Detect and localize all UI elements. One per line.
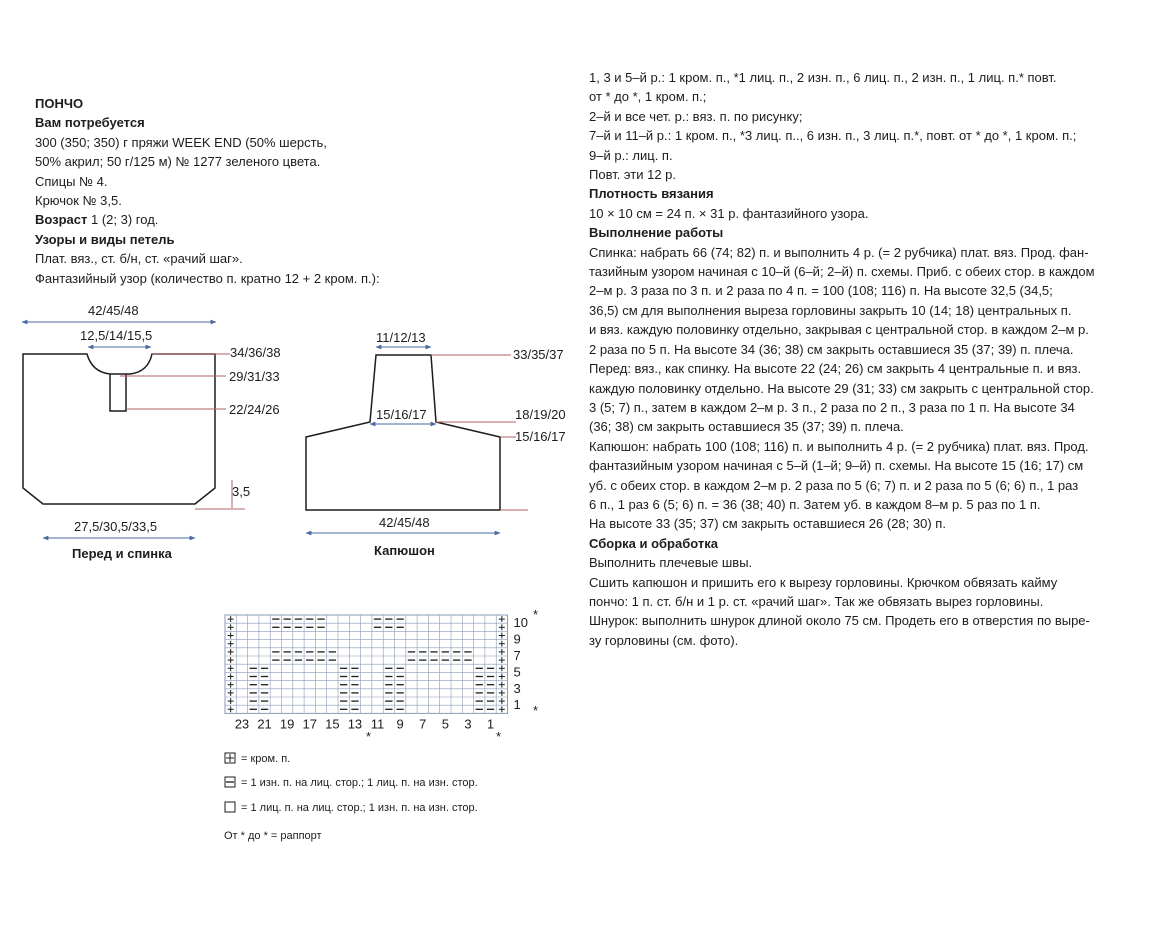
column-number-label: 13 xyxy=(347,716,363,732)
work-line: Капюшон: набрать 100 (108; 116) п. и выполнить 4 р. (= 2 рубчика) плат. вяз. Прод. xyxy=(589,438,1089,454)
column-number-label: 7 xyxy=(419,716,427,732)
pattern-title: ПОНЧО xyxy=(35,96,84,111)
materials-column xyxy=(35,94,380,288)
column-number-labels xyxy=(235,716,494,731)
work-line: 36,5) см для выполнения выреза горловины закрыть 10 (14; 18) центральных п. xyxy=(589,302,1072,318)
column-number-label: 5 xyxy=(441,716,449,732)
chart-legend xyxy=(220,748,540,848)
work-line: (36; 38) см закрыть оставшиеся 35 (37; 39) п. плеча. xyxy=(589,419,904,435)
front-neck-height-label: 29/31/33 xyxy=(229,369,280,384)
row-number-label: 5 xyxy=(513,664,521,680)
row-instruction: 1, 3 и 5–й р.: 1 кром. п., *1 лиц. п., 2 изн. п., 6 лиц. п., 2 изн. п., 1 лиц. п.* повт. xyxy=(589,70,1057,85)
work-heading: Выполнение работы xyxy=(589,225,724,241)
column-number-label: 19 xyxy=(279,716,295,732)
front-slit-height-label: 22/24/26 xyxy=(229,402,280,417)
density-heading: Плотность вязания xyxy=(589,186,714,202)
front-border-label: 3,5 xyxy=(232,484,251,499)
row-instruction: от * до *, 1 кром. п.; xyxy=(589,89,707,105)
column-number-label: 21 xyxy=(257,716,272,732)
legend-knit: = 1 лиц. п. на лиц. стор.; 1 изн. п. на изн. стор. xyxy=(241,802,478,814)
column-number-label: 9 xyxy=(396,716,404,732)
work-line: тазийным узором начиная с 10–й (6–й; 2–й) п. схемы. Приб. с обеих стор. в каждом xyxy=(589,264,1095,280)
hood-shoulder-height-label: 18/19/20 xyxy=(515,407,566,422)
assembly-line: Сшить капюшон и пришить его к вырезу горловины. Крючком обвязать кайму xyxy=(589,574,1058,590)
hood-total-height-label: 33/35/37 xyxy=(513,347,564,362)
work-line: 2 раза по 5 п. На высоте 34 (36; 38) см закрыть оставшиеся 35 (37; 39) п. плеча. xyxy=(589,341,1074,357)
column-number-label: 11 xyxy=(370,716,385,732)
row-instruction: 7–й и 11–й р.: 1 кром. п., *3 лиц. п.., 6 изн. п., 3 лиц. п.*, повт. от * до *, 1 кром. п.; xyxy=(589,128,1077,144)
yarn-line-1: 300 (350; 350) г пряжи WEEK END (50% шерсть, xyxy=(35,134,327,150)
column-number-label: 1 xyxy=(486,716,495,732)
materials-heading: Вам потребуется xyxy=(35,115,145,131)
front-bottom-width-label: 27,5/30,5/33,5 xyxy=(74,519,158,534)
purl-stitch-symbol xyxy=(225,777,235,787)
column-number-label: 17 xyxy=(302,716,317,732)
assembly-line: Выполнить плечевые швы. xyxy=(589,555,753,571)
repeat-star-bottom: * xyxy=(533,703,539,718)
row-number-label: 10 xyxy=(513,615,528,631)
row-number-label: 1 xyxy=(513,697,521,713)
age-label: Возраст xyxy=(35,212,88,228)
age-line xyxy=(35,210,380,229)
hood-bottom-width-label: 42/45/48 xyxy=(379,515,430,530)
hood-schematic xyxy=(296,320,586,570)
edge-stitch-symbol xyxy=(225,753,235,763)
chart-grid xyxy=(225,615,508,713)
patterns-line-1: Плат. вяз., ст. б/н, ст. «рачий шаг». xyxy=(35,251,243,267)
work-line: уб. с обеих стор. в каждом 2–м р. 2 раза по 5 (6; 7) п. и 2 раза по 5 (6; 6) п., 1 раз xyxy=(589,477,1079,493)
row-instruction: 9–й р.: лиц. п. xyxy=(589,147,673,163)
front-shoulder-height-label: 34/36/38 xyxy=(230,345,281,360)
row-instruction: 2–й и все чет. р.: вяз. п. по рисунку; xyxy=(589,108,803,124)
work-line: На высоте 33 (35; 37) см закрыть оставшиеся 26 (28; 30) п. xyxy=(589,516,946,532)
work-line: 3 (5; 7) п., затем в каждом 2–м р. 3 п., 2 раза по 2 п., 3 раза по 1 п. На высоте 34 xyxy=(589,399,1075,415)
needles-line: Спицы № 4. xyxy=(35,173,108,189)
row-number-labels xyxy=(514,615,528,712)
hook-line: Крючок № 3,5. xyxy=(35,193,122,209)
row-instruction: Повт. эти 12 р. xyxy=(589,167,677,183)
assembly-line: Шнурок: выполнить шнурок длиной около 75 см. Продеть его в отверстия по выре- xyxy=(589,613,1090,629)
work-line: Спинка: набрать 66 (74; 82) п. и выполнить 4 р. (= 2 рубчика) плат. вяз. Прод. фан- xyxy=(589,244,1089,260)
hood-caption: Капюшон xyxy=(374,543,435,558)
assembly-line: зу горловины (см. фото). xyxy=(589,632,739,648)
yarn-line-2: 50% акрил; 50 г/125 м) № 1277 зеленого цвета. xyxy=(35,154,321,170)
patterns-line-2: Фантазийный узор (количество п. кратно 12 + 2 кром. п.): xyxy=(35,270,380,286)
front-back-schematic xyxy=(0,290,300,570)
front-back-caption: Перед и спинка xyxy=(72,546,172,561)
work-line: каждую половинку отдельно. На высоте 29 (31; 33) см закрыть с центральной стор. xyxy=(589,380,1094,396)
work-line: 6 п., 1 раз 6 (5; 6) п. = 36 (38; 40) п. Затем уб. в каждом 8–м р. 5 раз по 1 п. xyxy=(589,496,1041,512)
work-line: фантазийным узором начиная с 5–й (1–й; 9–й) п. схемы. На высоте 15 (16; 17) см xyxy=(589,458,1084,474)
work-line: Перед: вяз., как спинку. На высоте 22 (24; 26) см закрыть 4 центральные п. и вяз. xyxy=(589,361,1082,377)
row-number-label: 7 xyxy=(513,648,521,663)
column-number-label: 23 xyxy=(234,716,250,732)
age-value: 1 (2; 3) год. xyxy=(87,212,159,228)
repeat-star-right: * xyxy=(496,729,502,744)
instructions-column xyxy=(589,68,1095,650)
density-text: 10 × 10 см = 24 п. × 31 р. фантазийного узора. xyxy=(589,205,869,221)
hood-top-width-label: 11/12/13 xyxy=(376,330,426,345)
legend-edge: = кром. п. xyxy=(241,753,291,765)
repeat-star-left: * xyxy=(366,729,372,744)
legend-repeat: От * до * = раппорт xyxy=(224,830,322,842)
front-neck-width-label: 12,5/14/15,5 xyxy=(80,328,153,343)
row-number-label: 9 xyxy=(513,631,521,647)
row-number-label: 3 xyxy=(513,680,521,696)
column-number-label: 15 xyxy=(325,716,340,732)
knit-stitch-symbol xyxy=(225,802,235,812)
assembly-line: пончо: 1 п. ст. б/н и 1 р. ст. «рачий шаг». Так же обвязать вырез горловины. xyxy=(589,593,1044,609)
knitting-chart xyxy=(215,605,555,745)
assembly-heading: Сборка и обработка xyxy=(589,535,718,551)
patterns-heading: Узоры и виды петель xyxy=(35,231,175,247)
legend-purl: = 1 изн. п. на лиц. стор.; 1 лиц. п. на изн. стор. xyxy=(241,777,478,789)
hood-mid-width-label: 15/16/17 xyxy=(376,407,427,422)
hood-base-height-label: 15/16/17 xyxy=(515,429,566,444)
repeat-star-top: * xyxy=(533,607,539,622)
front-top-width-label: 42/45/48 xyxy=(88,303,139,318)
work-line: и вяз. каждую половинку отдельно, закрывая с центральной стор. в каждом 2–м р. xyxy=(589,322,1089,338)
work-line: 2–м р. 3 раза по 3 п. и 2 раза по 4 п. = 100 (108; 116) п. На высоте 32,5 (34,5; xyxy=(589,283,1053,299)
column-number-label: 3 xyxy=(464,716,472,732)
